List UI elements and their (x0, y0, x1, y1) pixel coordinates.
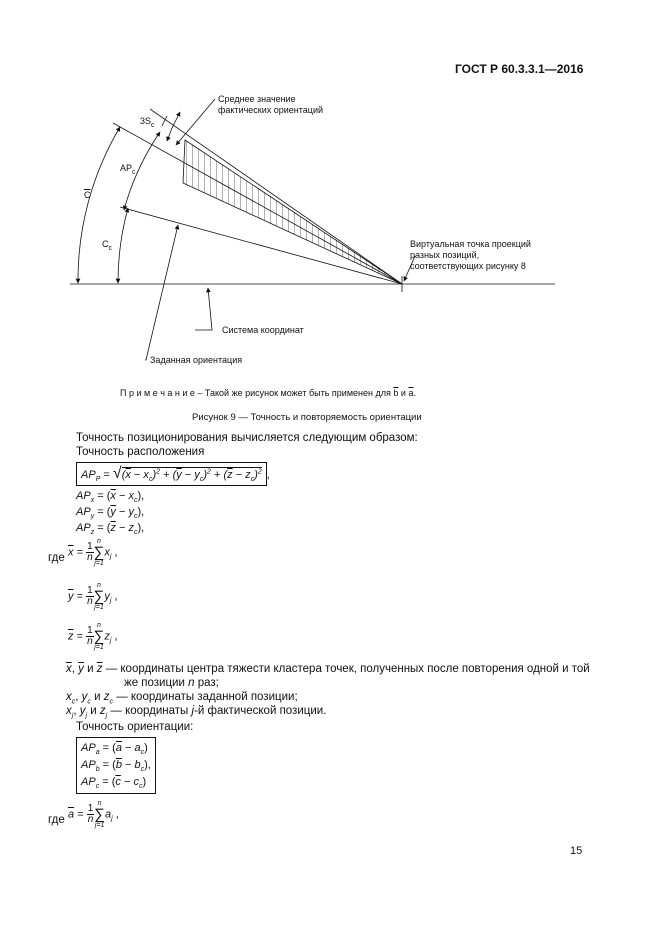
leader-set (145, 225, 178, 360)
label-mean-1: Среднее значение (218, 94, 296, 104)
arc-c-c (118, 208, 128, 283)
page-number: 15 (570, 845, 583, 857)
label-c-bar: $\overline{C}$ (84, 190, 91, 200)
leader-3s-b (167, 128, 172, 141)
standard-number: ГОСТ Р 60.3.3.1—2016 (455, 62, 584, 76)
label-3s: $3S_c$ (140, 116, 155, 129)
formula-mean-x: $\overline{x}$ = $\frac{1}{n}$ n ∑ j=1 $x_j$ , (68, 538, 118, 567)
where-label-1: где (48, 552, 65, 564)
formula-orientation-box (76, 737, 156, 794)
label-mean-2: фактических ориентаций (218, 105, 324, 115)
label-set-orientation: Заданная ориентация (150, 355, 243, 365)
given-desc: $x_c$, $y_c$ и $z_c$ — координаты заданной позиции; (66, 691, 298, 706)
formula-ap-a: $AP_a = (\overline{a} - a_c)$ (81, 742, 148, 757)
hatched-cone (183, 140, 402, 284)
centroid-desc-line2: же позиции n раз; (124, 677, 219, 689)
centroid-desc-line1: $\overline{x}$, $\overline{y}$ и $\overline{z}$ — координаты центра тяжести кластера точек, полученных после повторения одной и той (66, 663, 590, 675)
formula-ap-p: $AP_P = √(\overline{x} - x_c)^2 + (\overline{y} - y_c)^2 + (\overline{z} - z_c)^2$ , (76, 462, 270, 486)
where-label-2: где (48, 814, 65, 826)
orientation-title: Точность ориентации: (76, 721, 194, 733)
label-ap: $AP_c$ (120, 163, 136, 176)
formula-mean-a: $\overline{a}$ = $\frac{1}{n}$ n ∑ j=1 $a_j$ , (68, 800, 119, 829)
formula-ap-x: $AP_x = (\overline{x} - x_c)$, (76, 490, 145, 505)
line-upper (150, 109, 402, 284)
label-virtual-1: Виртуальная точка проекций (410, 239, 531, 249)
position-title: Точность расположения (76, 446, 205, 458)
formula-ap-b: $AP_b = (\overline{b} - b_c)$, (81, 759, 151, 774)
label-coord-system: Система координат (222, 325, 304, 335)
figure-9-diagram (0, 0, 661, 400)
leader-3s (172, 112, 180, 128)
formula-ap-z: $AP_z = (\overline{z} - z_c)$, (76, 522, 145, 537)
actual-desc: $x_j$, $y_j$ и $z_j$ — координаты j-й фактической позиции. (66, 705, 327, 720)
formula-ap-y: $AP_y = (\overline{y} - y_c)$, (76, 506, 145, 521)
formula-ap-c: $AP_c = (\overline{c} - c_c)$ (81, 776, 147, 791)
formula-mean-z: $\overline{z}$ = $\frac{1}{n}$ n ∑ j=1 $z_j$ , (68, 622, 118, 651)
leader-coord (195, 288, 212, 330)
line-mean (113, 123, 402, 284)
label-virtual-2: разных позиций, (410, 250, 480, 260)
label-virtual-3: соответствующих рисунку 8 (410, 261, 526, 271)
figure-caption: Рисунок 9 — Точность и повторяемость ориентации (192, 412, 422, 423)
arc-c-bar (78, 127, 120, 283)
figure-note: П р и м е ч а н и е – Такой же рисунок может быть применен для $\overline{b}$ и $\overline{a}$. (120, 388, 416, 398)
formula-mean-y: $\overline{y}$ = $\frac{1}{n}$ n ∑ j=1 $y_j$ , (68, 582, 118, 611)
leader-mean (176, 99, 215, 145)
label-c-c: $C_c$ (102, 239, 112, 252)
intro-text: Точность позиционирования вычисляется следующим образом: (76, 432, 418, 444)
